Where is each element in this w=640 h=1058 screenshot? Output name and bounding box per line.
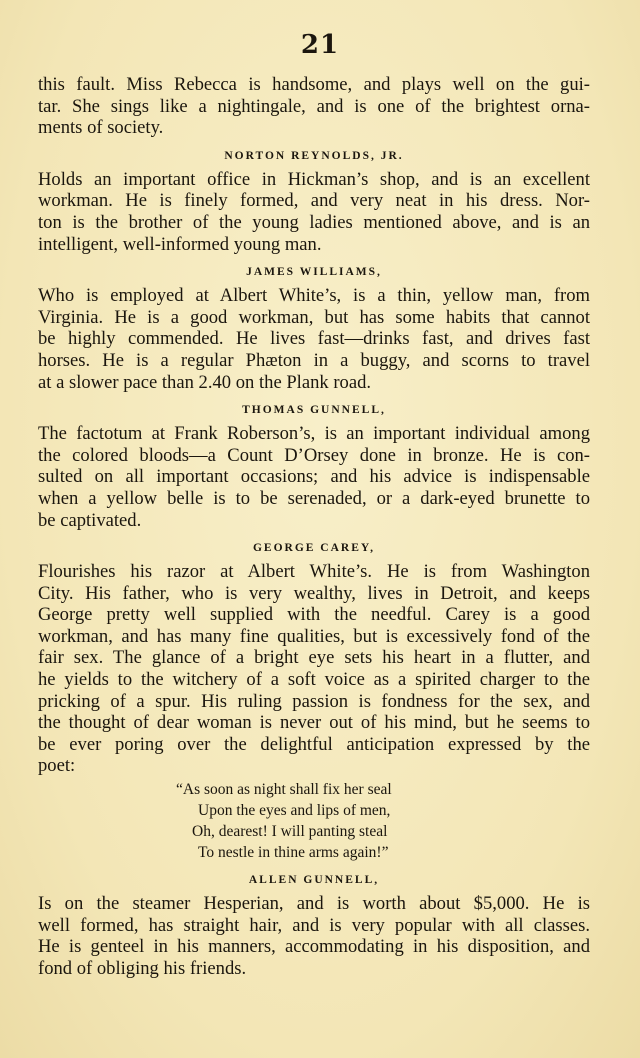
- text-line: Flourishes his razor at Albert White’s. He is from Washington: [38, 561, 590, 583]
- text-line: The factotum at Frank Roberson’s, is an important individual among: [38, 423, 590, 445]
- section-norton-reynolds: [38, 149, 590, 255]
- poem-line: “As soon as night shall fix her seal: [176, 781, 392, 799]
- text-line: at a slower pace than 2.40 on the Plank road.: [38, 371, 372, 393]
- text-line: the thought of dear woman is never out of his mind, but he seems to: [38, 712, 590, 734]
- text-line: well formed, has straight hair, and is very popular with all classes.: [38, 914, 590, 936]
- text-line: fond of obliging his friends.: [38, 957, 247, 979]
- text-line: George pretty well supplied with the needful. Carey is a good: [38, 604, 590, 626]
- text-line: fair sex. The glance of a bright eye sets his heart in a flutter, and: [38, 647, 590, 669]
- text-line: be ever poring over the delightful anticipation expressed by the: [38, 733, 590, 755]
- text-line: sulted on all important occasions; and his advice is indispensable: [38, 466, 590, 488]
- poem-line: Oh, dearest! I will panting steal: [192, 823, 388, 841]
- section-heading: GEORGE CAREY,: [252, 542, 376, 555]
- section-heading: NORTON REYNOLDS, JR.: [224, 149, 404, 162]
- text-line: this fault. Miss Rebecca is handsome, and plays well on the gui-: [38, 74, 590, 95]
- section-allen-gunnell: [38, 873, 590, 979]
- text-line: tar. She sings like a nightingale, and is one of the brightest orna-: [38, 95, 590, 117]
- text-line: Who is employed at Albert White’s, is a thin, yellow man, from: [38, 285, 590, 307]
- poem-line: Upon the eyes and lips of men,: [198, 802, 391, 820]
- text-line: be highly commended. He lives fast—drinks fast, and drives fast: [38, 328, 590, 350]
- text-line: Is on the steamer Hesperian, and is worth about $5,000. He is: [38, 893, 590, 915]
- text-line: ments of society.: [38, 117, 164, 139]
- text-line: the colored bloods—a Count D’Orsey done in bronze. He is con-: [38, 444, 590, 466]
- text-line: Virginia. He is a good workman, but has some habits that cannot: [38, 306, 590, 328]
- section-james-williams: [38, 265, 590, 393]
- section-heading: JAMES WILLIAMS,: [246, 266, 382, 279]
- text-line: poet:: [38, 755, 76, 777]
- text-line: he yields to the witchery of a soft voice as a spirited charger to the: [38, 669, 590, 691]
- poem-quote: [176, 779, 590, 863]
- section-george-carey: [38, 541, 590, 863]
- page-number: 21: [300, 30, 340, 60]
- text-line: City. His father, who is very wealthy, lives in Detroit, and keeps: [38, 582, 590, 604]
- text-line: workman. He is finely formed, and very neat in his dress. Nor-: [38, 190, 590, 212]
- text-line: pricking of a spur. His ruling passion is fondness for the sex, and: [38, 690, 590, 712]
- text-line: horses. He is a regular Phæton in a buggy, and scorns to travel: [38, 349, 590, 371]
- section-thomas-gunnell: [38, 403, 590, 531]
- text-line: ton is the brother of the young ladies mentioned above, and is an: [38, 211, 590, 233]
- text-line: Holds an important office in Hickman’s shop, and is an excellent: [38, 168, 590, 190]
- page-text: [38, 74, 590, 979]
- poem-line: To nestle in thine arms again!”: [198, 844, 389, 862]
- text-line: intelligent, well-informed young man.: [38, 233, 322, 255]
- text-line: He is genteel in his manners, accommodating in his disposition, and: [38, 936, 590, 958]
- text-line: be captivated.: [38, 509, 142, 531]
- section-heading: THOMAS GUNNELL,: [242, 404, 386, 417]
- intro-paragraph: [38, 74, 590, 139]
- text-line: workman, and has many fine qualities, but is excessively fond of the: [38, 625, 590, 647]
- section-heading: ALLEN GUNNELL,: [248, 874, 380, 887]
- text-line: when a yellow belle is to be serenaded, or a dark-eyed brunette to: [38, 487, 590, 509]
